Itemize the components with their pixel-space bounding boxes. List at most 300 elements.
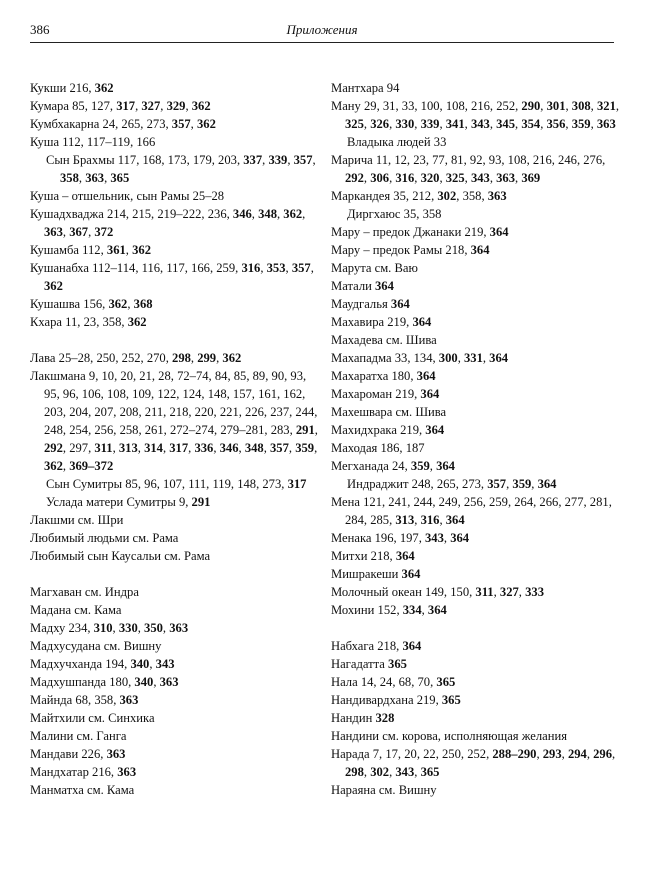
index-entry: [30, 511, 320, 529]
page-ref: 24, 265, 273,: [102, 117, 172, 131]
page-ref: ,: [88, 225, 95, 239]
index-entry: [30, 745, 320, 763]
index-entry: [331, 205, 621, 223]
page-ref-bold: 334: [402, 603, 422, 617]
page-ref-bold: 364: [425, 423, 445, 437]
page-ref: 214, 215, 219–222, 236,: [106, 207, 233, 221]
page-ref: 218,: [377, 639, 403, 653]
index-term: Нандин: [331, 711, 373, 725]
index-term: Махаратха: [331, 369, 389, 383]
index-entry: [30, 655, 320, 673]
index-entry: [331, 439, 621, 457]
page-ref-bold: 368: [133, 297, 153, 311]
page-ref-bold: 288–290: [492, 747, 537, 761]
index-term: Мару – предок Джанаки: [331, 225, 462, 239]
page-ref: ,: [127, 297, 134, 311]
index-term: Менака: [331, 531, 372, 545]
page-ref: 216,: [92, 765, 118, 779]
page-ref-bold: 302: [370, 765, 390, 779]
index-term: Малини см. Ганга: [30, 729, 127, 743]
page-ref-bold: 325: [345, 117, 364, 131]
page-ref: 219,: [464, 225, 490, 239]
index-term: Кумбхакарна: [30, 117, 100, 131]
page-ref: 68, 358,: [75, 693, 120, 707]
index-entry: [30, 295, 320, 313]
page-ref: ,: [137, 621, 145, 635]
index-term: Владыка людей: [347, 135, 431, 149]
index-entry: [30, 637, 320, 655]
index-entry: [30, 781, 320, 799]
page-ref: 33: [433, 135, 447, 149]
index-term: Любимый людьми см. Рама: [30, 531, 179, 545]
page-ref: ,: [482, 351, 490, 365]
index-entry: [331, 583, 621, 601]
index-term: Нала: [331, 675, 358, 689]
page-ref-bold: 320: [420, 171, 440, 185]
index-term: Кукши: [30, 81, 67, 95]
index-term: Мадхушпанда: [30, 675, 107, 689]
page-ref: ,: [363, 765, 371, 779]
page-ref-bold: 363: [117, 765, 137, 779]
index-term: Мадана см. Кама: [30, 603, 122, 617]
index-entry: [331, 403, 621, 421]
index-term: Сын Сумитры: [46, 477, 123, 491]
page-ref: ,: [125, 243, 133, 257]
page-ref: ,: [489, 171, 497, 185]
page-ref: ,: [135, 99, 142, 113]
page-ref-bold: 362: [132, 243, 151, 257]
index-term: Марича: [331, 153, 373, 167]
index-term: Куша: [30, 135, 60, 149]
index-entry: [331, 601, 621, 619]
page-ref: 234,: [68, 621, 94, 635]
page-ref-bold: 316: [395, 171, 415, 185]
page-ref-bold: 369: [521, 171, 541, 185]
index-term: Ману: [331, 99, 361, 113]
page-ref: ,: [363, 171, 371, 185]
page-ref-bold: 327: [141, 99, 161, 113]
page-ref-bold: 365: [436, 675, 456, 689]
page-ref: 152,: [377, 603, 403, 617]
index-entry: [30, 691, 320, 709]
page-ref: 219,: [400, 423, 426, 437]
page-ref-bold: 343: [425, 531, 444, 545]
page-ref: 35, 212,: [393, 189, 438, 203]
index-term: Сын Брахмы: [46, 153, 115, 167]
page-ref: ,: [615, 99, 620, 113]
page-ref-bold: 326: [370, 117, 390, 131]
running-head: Приложения: [286, 22, 358, 37]
page-ref: 117, 168, 173, 179, 203,: [117, 153, 244, 167]
index-term: Магхаван см. Индра: [30, 585, 139, 599]
page-ref-bold: 348: [258, 207, 277, 221]
page-ref: ,: [312, 153, 316, 167]
page-ref-bold: 364: [436, 459, 455, 473]
index-term: Лакшми см. Шри: [30, 513, 124, 527]
page-ref-bold: 291: [295, 423, 315, 437]
page-ref-bold: 364: [489, 351, 509, 365]
page-ref-bold: 313: [118, 441, 138, 455]
page-ref: 112–114, 116, 117, 166, 259,: [92, 261, 242, 275]
index-entry: [331, 385, 621, 403]
page-ref: ,: [190, 117, 197, 131]
page-ref: 24,: [392, 459, 411, 473]
page-ref: ,: [112, 621, 119, 635]
page-ref-bold: 313: [395, 513, 415, 527]
page-ref: , 358,: [456, 189, 488, 203]
index-term: Марута см. Ваю: [331, 261, 418, 275]
page-ref-bold: 343: [470, 171, 490, 185]
page-ref: ,: [287, 153, 294, 167]
page-ref-bold: 348: [244, 441, 264, 455]
index-entry: [331, 655, 621, 673]
index-entry: [30, 349, 320, 367]
index-entry: [30, 205, 320, 241]
page-ref: ,: [190, 351, 198, 365]
index-entry: [331, 151, 621, 187]
page-ref-bold: 292: [44, 441, 63, 455]
page-ref: ,: [561, 747, 568, 761]
index-term: Кхара: [30, 315, 63, 329]
page-ref: ,: [506, 477, 513, 491]
page-ref-bold: 361: [106, 243, 126, 257]
page-ref: ,: [531, 477, 538, 491]
index-term: Кушамба: [30, 243, 80, 257]
page-ref-bold: 317: [169, 441, 189, 455]
page-ref-bold: 317: [116, 99, 136, 113]
page-ref-bold: 362: [127, 315, 147, 329]
index-term: Мару – предок Рамы: [331, 243, 443, 257]
index-term: Мишракеши: [331, 567, 399, 581]
page-ref-bold: 364: [445, 513, 465, 527]
index-entry: [331, 277, 621, 295]
page-ref-bold: 339: [420, 117, 440, 131]
page-ref: ,: [262, 153, 269, 167]
page-ref: ,: [515, 171, 522, 185]
page-ref: ,: [310, 261, 314, 275]
page-ref: 14, 24, 68, 70,: [360, 675, 437, 689]
page-ref-bold: 341: [445, 117, 465, 131]
page-ref-bold: 357: [291, 261, 311, 275]
page-ref-bold: 362: [191, 99, 211, 113]
page-ref: ,: [443, 531, 451, 545]
index-term: Махадева см. Шива: [331, 333, 437, 347]
index-entry: [331, 349, 621, 367]
page-ref-bold: 364: [427, 603, 447, 617]
page-ref: 11, 23, 358,: [65, 315, 128, 329]
page-ref-bold: 310: [93, 621, 113, 635]
page-ref-bold: 362: [283, 207, 303, 221]
page-ref-bold: 329: [166, 99, 186, 113]
index-entry: [331, 421, 621, 439]
page-ref: ,: [104, 171, 111, 185]
index-entry: [30, 583, 320, 601]
page-ref: 219,: [395, 387, 421, 401]
index-term: Мантхара: [331, 81, 384, 95]
index-entry: [30, 151, 320, 187]
page-ref-bold: 364: [401, 567, 421, 581]
index-term: Лакшмана: [30, 369, 86, 383]
index-column-left: [30, 79, 320, 799]
page-ref: 29, 31, 33, 100, 108, 216, 252,: [363, 99, 522, 113]
page-ref-bold: 364: [390, 297, 410, 311]
page-ref: ,: [565, 117, 572, 131]
index-term: Мадху: [30, 621, 66, 635]
page-ref-bold: 328: [375, 711, 395, 725]
index-term: Нарада: [331, 747, 370, 761]
page-ref-bold: 356: [546, 117, 566, 131]
index-term: Мегханада: [331, 459, 389, 473]
page-ref: , 297,: [62, 441, 95, 455]
page-ref-bold: 308: [571, 99, 591, 113]
page-ref: 121, 241, 244, 249, 256, 259, 264, 266, 277, 281, 284, 285,: [345, 495, 612, 527]
index-term: Маходая: [331, 441, 378, 455]
page-ref: 226,: [81, 747, 107, 761]
index-entry: [331, 709, 621, 727]
page-ref: ,: [590, 117, 597, 131]
page-ref-bold: 357: [487, 477, 507, 491]
page-ref-bold: 316: [241, 261, 261, 275]
page-ref: ,: [421, 603, 428, 617]
index-entry: [331, 223, 621, 241]
page-ref: ,: [62, 459, 70, 473]
index-column-right: [331, 79, 621, 799]
page-ref: ,: [457, 351, 464, 365]
page-ref: 7, 17, 20, 22, 250, 252,: [372, 747, 493, 761]
index-term: Индраджит: [347, 477, 409, 491]
page-ref-bold: 363: [159, 675, 179, 689]
index-entry: [30, 763, 320, 781]
index-term: Маркандея: [331, 189, 391, 203]
page-ref: 11, 12, 23, 77, 81, 92, 93, 108, 216, 246, 276,: [375, 153, 606, 167]
page-ref-bold: 343: [155, 657, 175, 671]
page-ref: ,: [536, 747, 543, 761]
page-ref-bold: 362: [108, 297, 128, 311]
page-ref-bold: 362: [222, 351, 242, 365]
index-entry: [30, 187, 320, 205]
page-ref: ,: [565, 99, 572, 113]
page-ref-bold: 363: [487, 189, 507, 203]
page-ref: 180,: [391, 369, 417, 383]
page-ref-bold: 314: [144, 441, 163, 455]
page-ref: ,: [540, 117, 547, 131]
page-ref-bold: 362: [44, 459, 63, 473]
page-ref: ,: [238, 441, 245, 455]
index-term: Майтхили см. Синхика: [30, 711, 155, 725]
page-ref-bold: 343: [470, 117, 490, 131]
index-entry: [331, 493, 621, 529]
page-ref-bold: 343: [395, 765, 415, 779]
index-term: Молочный океан: [331, 585, 422, 599]
index-entry: [331, 457, 621, 475]
index-entry: [30, 529, 320, 547]
index-entry: [331, 547, 621, 565]
index-entry: [30, 601, 320, 619]
index-term: Махападма: [331, 351, 392, 365]
page-ref-bold: 330: [118, 621, 138, 635]
page-ref: 196, 197,: [374, 531, 425, 545]
page-ref: ,: [213, 441, 220, 455]
index-term: Кушадхваджа: [30, 207, 104, 221]
index-entry: [30, 367, 320, 475]
page-ref: 180,: [109, 675, 135, 689]
page-ref-bold: 311: [475, 585, 494, 599]
page-ref: ,: [414, 171, 421, 185]
page-ref: 216,: [69, 81, 95, 95]
index-entry: [30, 313, 320, 331]
index-term: Набхага: [331, 639, 375, 653]
page-ref: ,: [302, 207, 306, 221]
page-ref: ,: [185, 99, 192, 113]
page-ref: ,: [188, 441, 195, 455]
page-ref-bold: 357: [171, 117, 191, 131]
index-term: Услада матери Сумитры: [46, 495, 176, 509]
page-ref-bold: 363: [85, 171, 105, 185]
page-ref: ,: [285, 261, 292, 275]
page-ref-bold: 363: [119, 693, 139, 707]
page-ref: 9, 10, 20, 21, 28, 72–74, 84, 85, 89, 90, 93, 95, 96, 106, 108, 109, 122, 124, 148, 157, 161, 162, 203, 204, 207, 208, 211, 218, 220, 221, 226, 237, 244, 248, 254, 256, 258, 261, 272–274, 279–281, 283,: [44, 369, 318, 437]
index-term: Диргхаюс: [347, 207, 401, 221]
index-entry: [30, 673, 320, 691]
page-ref: ,: [78, 171, 86, 185]
page-ref-bold: 333: [525, 585, 544, 599]
page-ref-bold: 291: [191, 495, 211, 509]
page-ref-bold: 363: [596, 117, 616, 131]
index-entry: [331, 745, 621, 781]
page-ref-bold: 364: [537, 477, 557, 491]
index-entry: [30, 259, 320, 295]
page-ref: ,: [389, 171, 396, 185]
page-ref-bold: 364: [489, 225, 509, 239]
page-ref: 219,: [416, 693, 442, 707]
page-ref-bold: 302: [437, 189, 457, 203]
index-term: Мадхучханда: [30, 657, 103, 671]
index-entry: [331, 187, 621, 205]
index-term: Майнда: [30, 693, 73, 707]
index-term: Маудгалья: [331, 297, 388, 311]
index-term: Махароман: [331, 387, 393, 401]
index-term: Махешвара см. Шива: [331, 405, 447, 419]
index-entry: [331, 781, 621, 799]
index-entry: [30, 79, 320, 97]
page-ref: ,: [389, 765, 396, 779]
page-ref-bold: 357: [293, 153, 313, 167]
page-ref-bold: 300: [438, 351, 458, 365]
page-ref-bold: 359: [295, 441, 315, 455]
page-ref: ,: [429, 459, 437, 473]
index-entry: [30, 727, 320, 745]
page-ref: ,: [216, 351, 223, 365]
page-ref-bold: 296: [593, 747, 613, 761]
index-term: Мандави: [30, 747, 79, 761]
index-entry: [331, 133, 621, 151]
page-ref: 85, 96, 107, 111, 119, 148, 273,: [125, 477, 288, 491]
page-ref-bold: 359: [410, 459, 430, 473]
page-ref: 218,: [445, 243, 471, 257]
page-ref: ,: [489, 117, 497, 131]
page-ref: 248, 265, 273,: [411, 477, 488, 491]
page-ref: ,: [464, 117, 471, 131]
page-ref-bold: 321: [596, 99, 616, 113]
page-ref-bold: 365: [110, 171, 130, 185]
index-term: Матали: [331, 279, 372, 293]
page-ref-bold: 365: [420, 765, 440, 779]
page-ref: ,: [540, 99, 547, 113]
index-entry: [331, 313, 621, 331]
page-ref: 35, 358: [403, 207, 442, 221]
page-ref: 25–28: [192, 189, 225, 203]
index-term: Махавира: [331, 315, 385, 329]
index-term: Махидхрака: [331, 423, 397, 437]
index-entry: [331, 331, 621, 349]
page-ref-bold: 292: [345, 171, 364, 185]
index-term: Нагадатта: [331, 657, 385, 671]
index-entry: [30, 115, 320, 133]
page-ref: ,: [414, 765, 421, 779]
page-ref-bold: 364: [412, 315, 432, 329]
page-ref: ,: [586, 747, 594, 761]
page-ref-bold: 367: [69, 225, 89, 239]
page-ref-bold: 346: [232, 207, 252, 221]
page-ref: ,: [389, 117, 396, 131]
page-ref: ,: [414, 513, 421, 527]
page-ref-bold: 364: [375, 279, 394, 293]
page-ref: ,: [439, 171, 446, 185]
index-entry: [331, 691, 621, 709]
page-ref: ,: [493, 585, 500, 599]
index-entry: [30, 493, 320, 511]
index-term: Кушанабха: [30, 261, 90, 275]
page-ref: ,: [149, 657, 156, 671]
index-entry: [331, 475, 621, 493]
page-ref: 85, 127,: [72, 99, 117, 113]
index-entry: [331, 367, 621, 385]
page-ref-bold: 359: [512, 477, 532, 491]
index-entry: [30, 709, 320, 727]
page-ref: ,: [160, 99, 167, 113]
index-entry: [30, 133, 320, 151]
page-ref: 194,: [105, 657, 131, 671]
index-entry: [331, 673, 621, 691]
index-term: Нараяна см. Вишну: [331, 783, 437, 797]
page-ref-bold: 362: [196, 117, 216, 131]
page-ref-bold: 362: [94, 81, 114, 95]
page-ref-bold: 364: [450, 531, 470, 545]
page-ref-bold: 346: [219, 441, 239, 455]
page-ref-bold: 311: [94, 441, 113, 455]
page-ref-bold: 336: [194, 441, 214, 455]
page-ref: ,: [263, 441, 270, 455]
page-ref: 9,: [178, 495, 192, 509]
page-ref-bold: 358: [60, 171, 79, 185]
index-entry: [331, 241, 621, 259]
index-entry: [30, 547, 320, 565]
page-ref-bold: 299: [197, 351, 217, 365]
page-ref: 94: [386, 81, 400, 95]
page-ref: 219,: [387, 315, 413, 329]
page-ref: ,: [251, 207, 259, 221]
page-ref-bold: 330: [395, 117, 415, 131]
index-term: Кумара: [30, 99, 69, 113]
page-ref-bold: 294: [567, 747, 587, 761]
page-ref-bold: 337: [243, 153, 263, 167]
page-ref-bold: 293: [542, 747, 562, 761]
index-entry: [30, 241, 320, 259]
page-ref-bold: 345: [496, 117, 516, 131]
page-ref-bold: 363: [169, 621, 189, 635]
page-ref: ,: [162, 441, 170, 455]
page-ref: ,: [137, 441, 145, 455]
